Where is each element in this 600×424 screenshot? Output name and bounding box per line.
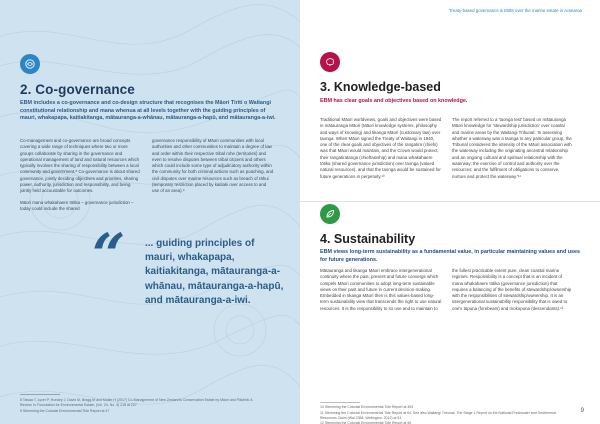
paragraph: Traditional Māori worldviews, goals and objectives were based in mātauranga Māori (Māori knowledge systems, philosophy and ways of knowing) and tikanga Māori (customary law) over taonga. When Māori signed the Treaty of Waitangi in 1840, one of the clear goals and objectives of the rangatira (chiefs) was that Māori would maintain, and the Crown would protect, their rangatiratanga (chieftainship) and mana whakahaere tōtika (shared governance jurisdiction) over taonga (valued natural resources), and that the taonga would be sustained for future generations in perpetuity.¹⁰ xyxy=(320,117,442,179)
section-heading-cogovernance: 2. Co-governance xyxy=(20,82,135,97)
lead-paragraph-sustainability: EBM views long-term sustainability as a fundamental value, in particular maintaining values and uses for future generations. xyxy=(320,249,581,263)
footnote: 8 Tawaa T, Lyver P, Horsley J, Davis M, Bragg M and Moller H (2017) Co-Management of New Zealand's Conservation Estate by Māori and Pākehā: A Review. In Foundation for Environmental Estate, (Vol. 24, No. 3) 218 at 227 xyxy=(20,398,253,407)
pull-quote: ... guiding principles of mauri, whakapapa, kaitiakitanga, mātauranga-a-whānau, mātauranga-a-hapū, and mātauranga-a-iwi. xyxy=(145,238,284,306)
paragraph: Mātauranga and tikanga Māori embrace intergenerational continuity where the past, present and future converge which compels Māori communities to adopt long-term sustainable views on their past and future in current decision-making. Embedded in tikanga Māori then is this values-based long-term sustainability view that transcends the right to use natural resources. It is the responsibility to so use and to maintain to xyxy=(320,268,442,311)
footnote-rule xyxy=(20,394,60,395)
knowledge-column-2 xyxy=(452,117,572,185)
quote-mark-icon: “ xyxy=(92,221,126,289)
paragraph: the fullest practicable extent pure, clean coastal marine regimes. Responsibility is a concept that is an incident of mana whakahaere tōtika (governance jurisdiction) that requires a balancing of the benefits of stewardship/ownership with the responsibilities of stewardship/ownership. It is an intergenerational sustainability responsibility that is owed to one's tūpuna (forebears) and mokopuna (descendants).¹² xyxy=(452,268,572,311)
paragraph: The report referred to a 'taonga test' based on mātauranga Māori knowledge for 'stewardship jurisdiction' over coastal and marine areas by the Waitangi Tribunal: 'In assessing whether a waterway was a taonga to any particular group, the Tribunal considered the intensity of the Māori association with the waterway including the originating ancestral relationship and an ongoing cultural and spiritual relationship with the waterway; the exercise of control and authority over the resources; and the fulfilment of obligations to conserve, nurture and protect the waterway.'¹¹ xyxy=(452,117,572,179)
running-header: Treaty-based governance & EBM over the marine estate in Aotearoa xyxy=(448,8,582,13)
section-divider xyxy=(300,201,600,202)
sustainability-column-2 xyxy=(452,268,574,317)
body-column-2 xyxy=(152,138,274,200)
knowledge-column-1 xyxy=(320,117,442,185)
section-heading-knowledge: 3. Knowledge-based xyxy=(320,80,441,94)
page-number: 9 xyxy=(580,408,584,414)
paragraph: governance responsibility of Māori communities with local authorities and other communities to maintain a degree of law and order within their respective tribal rohe (territories) and even to resolve disputes between tribal citizens and others which could include some type of adjudicatory authority within the community for both criminal actions such as poaching, and civil disputes over marine resources such as breach of rāhui (temporary restriction placed by kaitiaki over access to and use of an area).⁹ xyxy=(152,138,274,194)
body-column-1 xyxy=(20,138,142,217)
brain-icon xyxy=(320,52,340,72)
footnote: 12 Stemming the Colonial Environmental Tide Report at 50 xyxy=(320,421,412,424)
lead-paragraph-cogovernance: EBM includes a co-governance and co-design structure that recognises the Māori Tiriti o Waitangi constitutional relationship and mana whenua at all levels together with the guiding principles of mauri, whakapapa, kaitiakitanga, mātauranga-a-whānau, mātauranga-a-hapū, and mātauranga-a-iwi. xyxy=(20,100,276,122)
hands-circle-icon xyxy=(20,54,40,74)
paragraph: Māori mana whakahaere tōtika – governance jurisdiction – today could include the shared xyxy=(20,199,134,211)
right-page xyxy=(300,0,600,424)
footnote-rule xyxy=(320,402,360,403)
section-heading-sustainability: 4. Sustainability xyxy=(320,232,416,246)
footnote: 10 Stemming the Colonial Environmental Tide Report at 493 xyxy=(320,405,414,409)
footnotes xyxy=(20,398,260,414)
footnotes xyxy=(320,405,570,424)
sustainability-column-1 xyxy=(320,268,442,317)
lead-paragraph-knowledge: EBM has clear goals and objectives based on knowledge. xyxy=(320,98,468,104)
footnote: 11 Stemming the Colonial Environmental Tide Report at 64. See also Waitangi Tribunal, The Stage 1 Report on the National Freshwater and Geothermal Resources Claim (Wai 2358, Wellington, 2012) at 51 xyxy=(320,410,556,420)
paragraph: Co-management and co-governance are broad concepts covering a wide range of techniques where two or more groups collaborate by sharing in the governance and operational management of land and natural resources which typically involves the sharing of responsibility between a local community and government.⁸ Co-governance is about shared governance, jointly deciding objectives and priorities, sharing power, authority, jurisdiction and responsibility, and being jointly held accountable for outcomes. xyxy=(20,138,140,194)
leaf-icon xyxy=(320,204,340,224)
footnote: 9 Stemming the Colonial Environmental Tide Report at 47 xyxy=(20,408,110,413)
